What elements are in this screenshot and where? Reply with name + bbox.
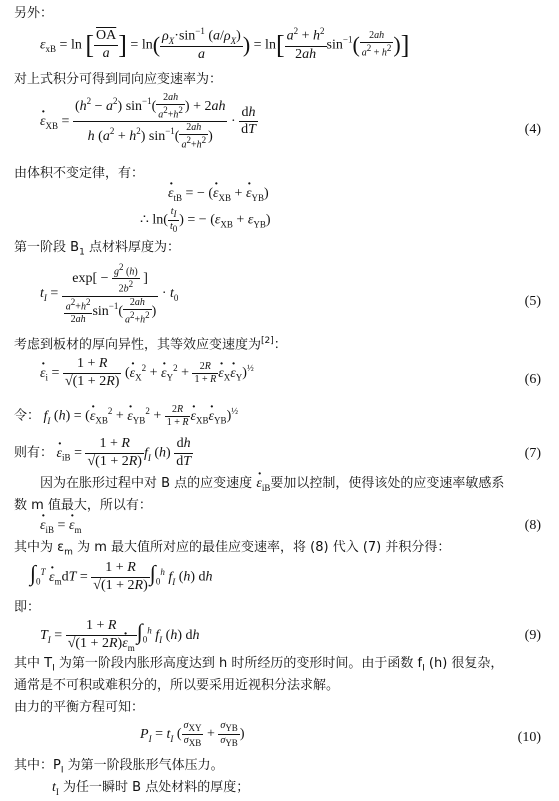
- equation-7: 则有： · $\varepsilon_{iB}$ = $\frac{1 + R}{√(1 + 2R)}$ $f_I$ (h) $\frac{dh}{dT}$: [14, 436, 193, 471]
- text-line: 另外：: [14, 6, 54, 21]
- equation-ln-t: ∴ ln( $\frac{t_I}{t_0}$ ) = − $(\varepsilon_{XB} + \varepsilon_{YB})$: [140, 206, 271, 234]
- equation-6: · $\varepsilon_i$ = $\frac{1 + R}{√(1 + 2R)}$ (· $\varepsilon_X^2$ + · $\varepsilon_Y^2$ + $\frac{2R}{1 + R}$ · $\varepsilon_X\cdot \varepsilon_Y)^{\frac{1}{2}}$: [40, 356, 254, 391]
- text-line: 第一阶段 $B_1$ 点材料厚度为：: [14, 240, 180, 258]
- text-line: 数 m 值最大，所以有：: [14, 498, 152, 513]
- equation-10: $P_I = t_I$ ( $\frac{\sigma_{XY}}{\sigma_{XB}}$ + $\frac{\sigma_{YB}}{\sigma_{YB}}$ ): [140, 720, 245, 748]
- text-line: 其中 $T_I$ 为第一阶段内胀形高度达到 h 时所经历的变形时间。由于函数 $f_I$ (h) 很复杂，: [14, 656, 504, 674]
- text-line: 由体积不变定律，有：: [14, 166, 145, 181]
- equation-9: $T_I$ = $\frac{1 + R}{√(1 + 2R)\cdot \varepsilon_m}$ $\int_0^h$ $f_I$ (h) dh: [40, 618, 200, 653]
- equation-volume: · $\varepsilon_{tB}$ = − (· $\varepsilon_{XB}$ + · $\varepsilon_{YB}$): [168, 186, 269, 204]
- equation-number: (9): [524, 628, 541, 643]
- equation-f1-def: 令： $f_I$ (h) = (· $\varepsilon_{XB}^2$ + · $\varepsilon_{YB}^2$ + $\frac{2R}{1 + R}$ · $\varepsilon_{XB}\cdot \varepsilon_{YB})^{\frac{1}{2}}$: [14, 404, 238, 429]
- equation-epsilon-xb: $\varepsilon_{xB} = \ln$ [ $\frac{\overline{OA}}{a}$ ] = ln( $\frac{\rho_X\cdot\sin^{-1} (a/\rho_X)}{a}$ ) = ln[ $\frac{a^2 + h^2}{2ah}$ $\sin^{-1}$( $\frac{2ah}{a^2 + h^2}$ )]: [40, 26, 410, 63]
- text-line: 即：: [14, 600, 41, 615]
- text-line: 对上式积分可得到同向应变速率为：: [14, 72, 223, 87]
- text-line: 考虑到板材的厚向异性，其等效应变速度为[2]：: [14, 336, 287, 353]
- equation-number: (8): [524, 518, 541, 533]
- equation-4: · $\varepsilon_{XB}$ = $(h^2 - a^2)$ $\sin^{-1}$( $\frac{2ah}{a^2+h^2}$ ) + 2ah h $(a^2 + h^2)$ $\sin^{-1}$( $\frac{2ah}{a^2+h^2}$ ) · $\frac{dh}{dT}$: [40, 92, 258, 152]
- equation-8: · $\varepsilon_{iB}$ = · $\varepsilon_m$: [40, 518, 82, 536]
- equation-number: (10): [517, 730, 541, 745]
- equation-5: $t_I$ = exp[ − $\frac{g^2 (h)}{2b^2}$ ] $\frac{a^2+h^2}{2ah}$ $\sin^{-1}$( $\frac{2ah}{a^2+h^2}$ ) · $t_0$: [40, 262, 179, 325]
- equation-number: (5): [524, 294, 541, 309]
- equation-number: (6): [524, 372, 541, 387]
- text-line: 其中：$P_I$ 为第一阶段胀形气体压力。: [14, 758, 224, 776]
- text-line: 其中为 $\varepsilon_m$ 为 m 最大值所对应的最佳应变速率，将 (8) 代入 (7) 并积分得：: [14, 540, 451, 558]
- equation-integral: $\int_0^T \cdot \varepsilon_mdT$ = $\frac{1 + R}{√(1 + 2R)}$ $\int_0^h$ $f_I$ (h) dh: [30, 560, 213, 595]
- text-line: 因为在胀形过程中对 B 点的应变速度 · $\varepsilon_{iB}$要加以控制，使得该处的应变速率敏感系: [40, 476, 504, 494]
- text-line: $t_I$ 为任一瞬时 B 点处材料的厚度；: [52, 780, 250, 797]
- text-line: 通常是不可积或难积分的，所以要采用近视积分法求解。: [14, 678, 340, 693]
- equation-number: (4): [524, 122, 541, 137]
- text-line: 由力的平衡方程可知：: [14, 700, 145, 715]
- equation-number: (7): [524, 446, 541, 461]
